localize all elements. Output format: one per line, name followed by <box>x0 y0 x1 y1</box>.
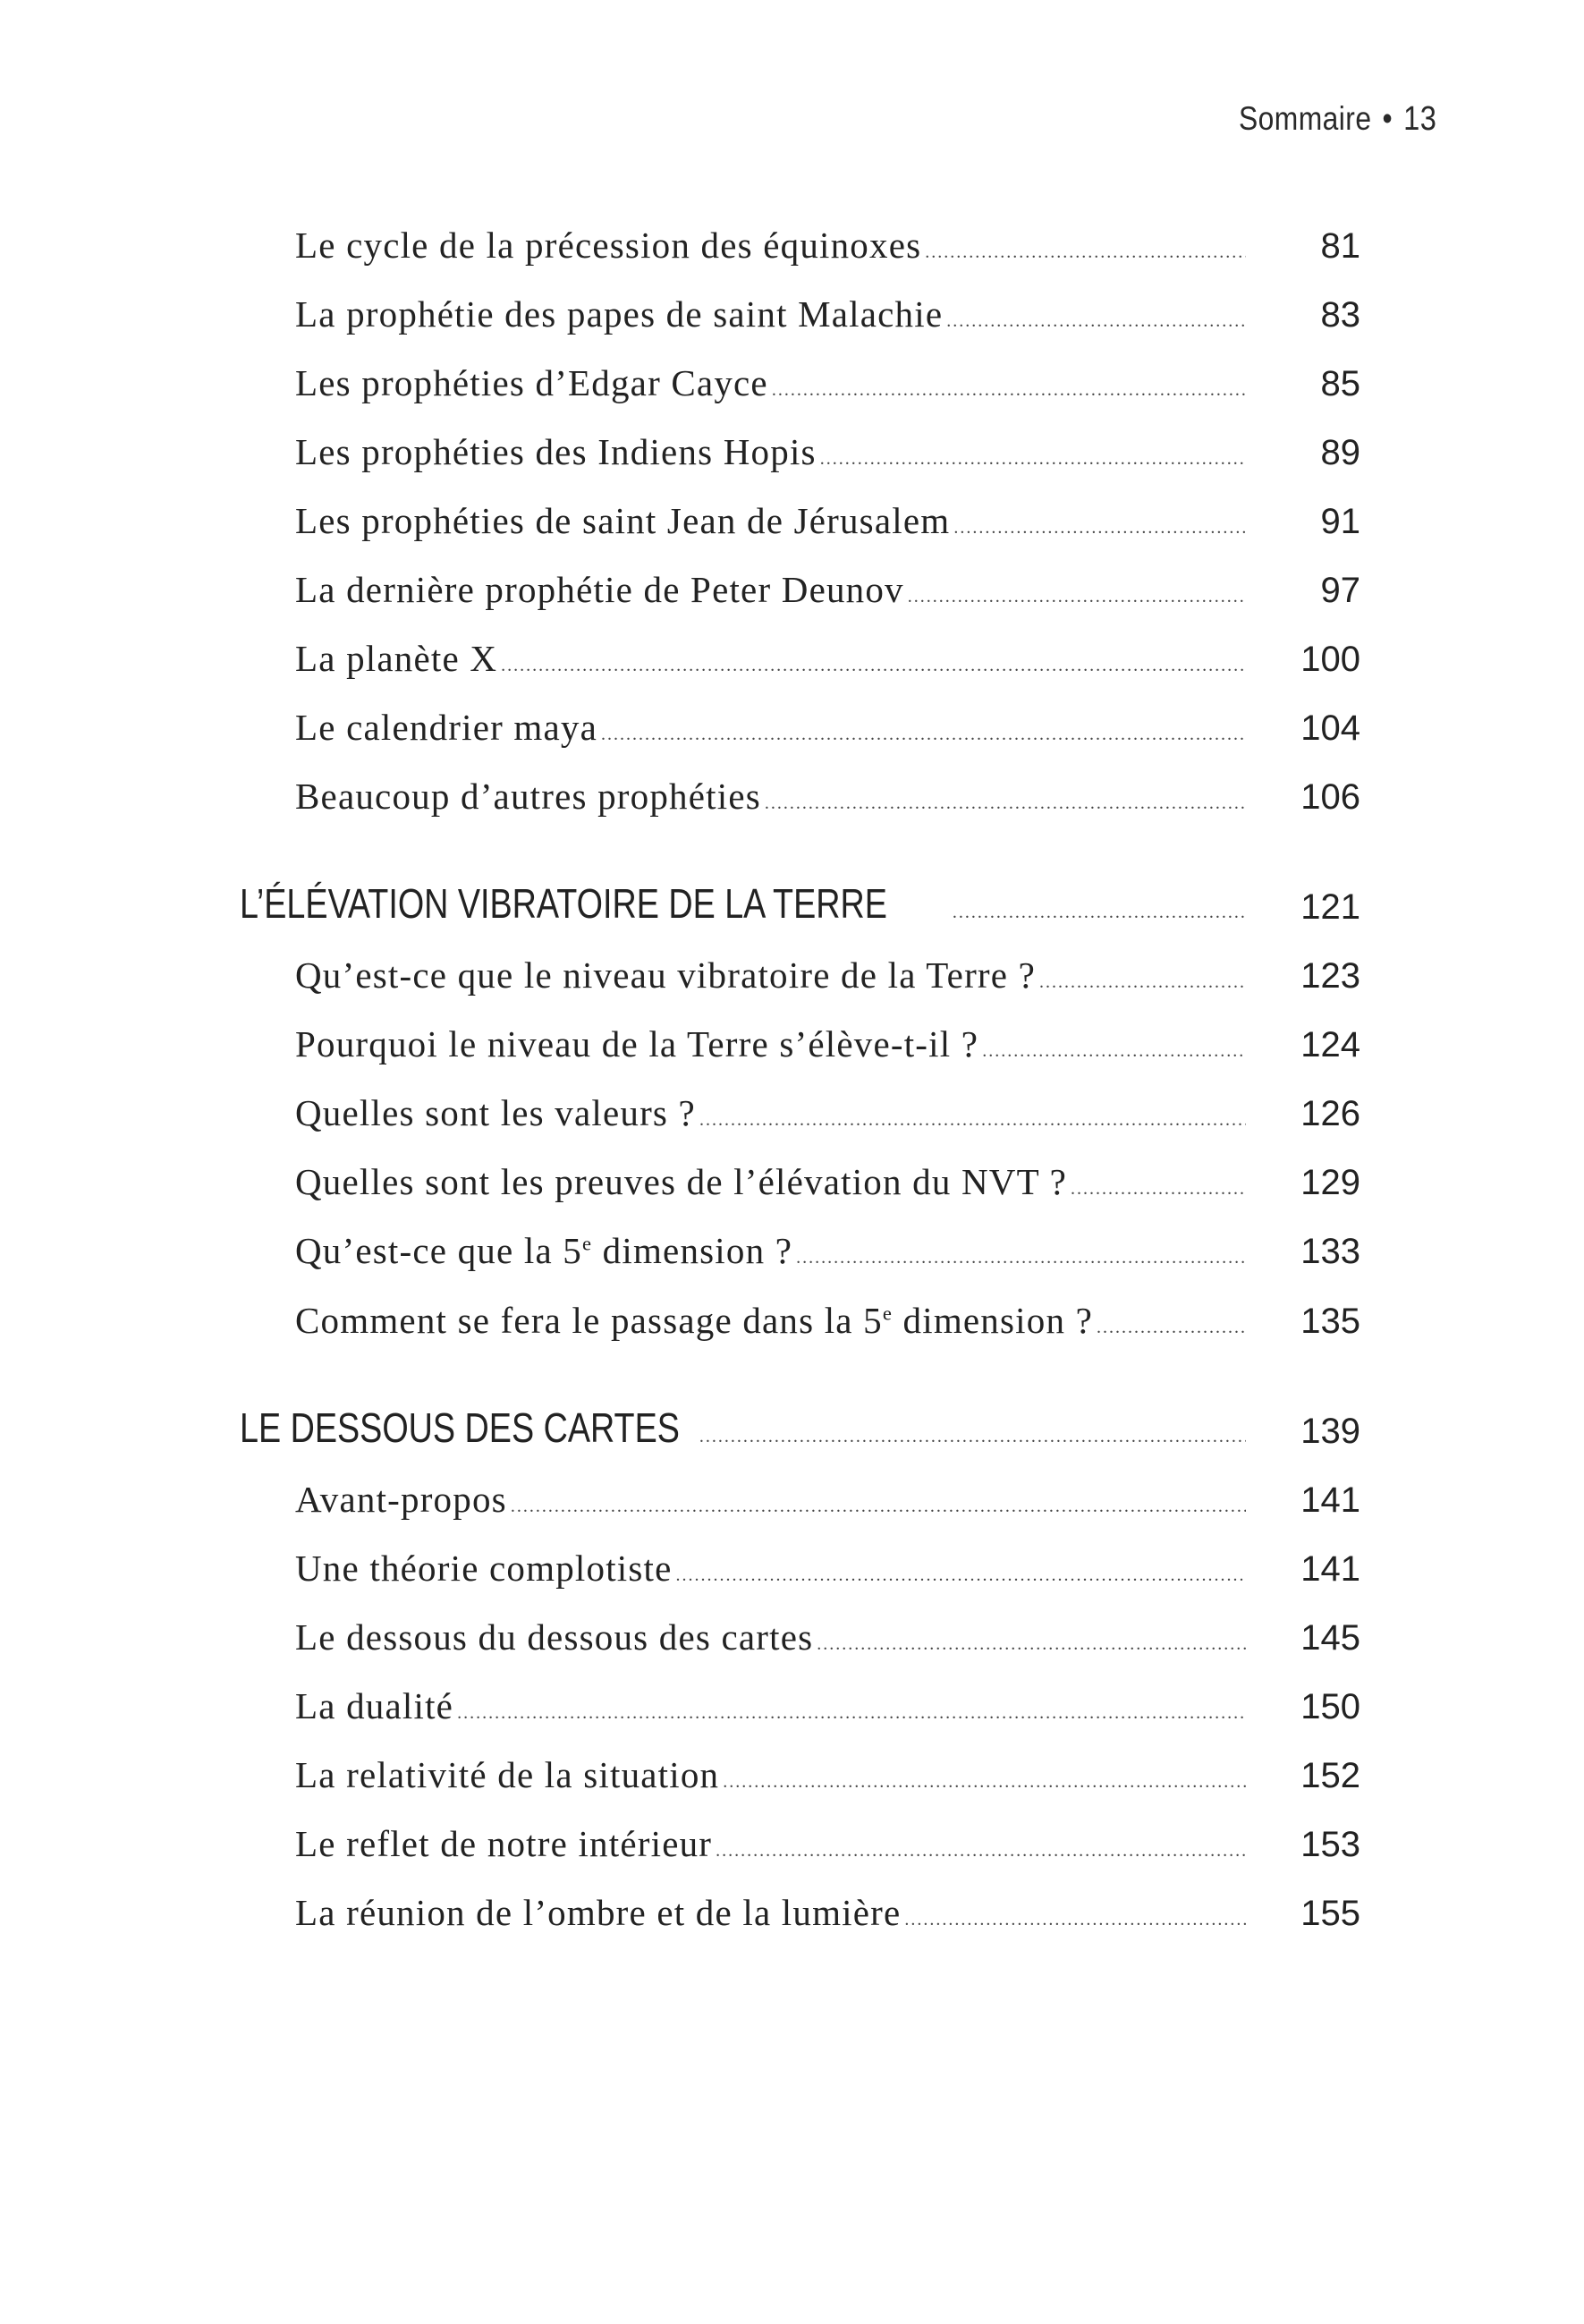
toc-entry[interactable] <box>0 955 1584 1009</box>
toc-entry-page: 81 <box>1320 226 1360 266</box>
toc-entry-page: 104 <box>1300 708 1360 748</box>
title-text: Qu’est-ce que la 5 <box>295 1230 582 1271</box>
toc-entry[interactable] <box>0 1755 1584 1809</box>
toc-entry[interactable] <box>0 363 1584 417</box>
toc-section-heading[interactable] <box>0 880 1584 940</box>
toc-entry-title: Le reflet de notre intérieur <box>295 1823 713 1864</box>
title-text: dimension ? <box>592 1230 793 1271</box>
toc-entry-title: La prophétie des papes de saint Malachie <box>295 293 944 335</box>
dot-leader <box>712 1841 1246 1862</box>
toc-entry-page: 145 <box>1300 1618 1360 1658</box>
dot-leader <box>978 1041 1246 1062</box>
toc-entry-page: 141 <box>1300 1480 1360 1520</box>
toc-entry-title: La réunion de l’ombre et de la lumière <box>295 1892 902 1933</box>
dot-leader <box>673 1565 1246 1586</box>
dot-leader <box>901 1910 1246 1930</box>
toc-entry-title: La dernière prophétie de Peter Deunov <box>295 569 904 610</box>
toc-entry[interactable] <box>0 501 1584 555</box>
toc-entry[interactable] <box>0 1893 1584 1947</box>
dot-leader <box>497 656 1246 676</box>
toc-section-heading[interactable] <box>0 1404 1584 1464</box>
dot-leader <box>817 449 1246 470</box>
header-page-number: 13 <box>1402 100 1436 138</box>
toc-entry-page: 153 <box>1300 1825 1360 1864</box>
toc-entry-title: Une théorie complotiste <box>295 1548 673 1589</box>
toc-entry-title: Quelles sont les valeurs ? <box>295 1092 696 1133</box>
superscript: e <box>882 1302 894 1325</box>
toc-section-page: 139 <box>1300 1412 1360 1451</box>
toc-entry-page: 126 <box>1300 1094 1360 1133</box>
toc-entry[interactable] <box>0 1548 1584 1602</box>
dot-leader <box>904 587 1246 607</box>
toc-entry-page: 89 <box>1320 433 1360 472</box>
header-bullet: • <box>1382 100 1393 137</box>
toc-entry-page: 123 <box>1300 956 1360 996</box>
toc-entry-title: Le dessous du dessous des cartes <box>295 1616 814 1658</box>
toc-entry[interactable] <box>0 1824 1584 1878</box>
toc-entry-page: 135 <box>1300 1302 1360 1341</box>
toc-entry-page: 106 <box>1300 777 1360 817</box>
toc-entry-page: 85 <box>1320 364 1360 403</box>
header-section-title: Sommaire <box>1238 100 1372 137</box>
dot-leader <box>768 380 1246 401</box>
toc-entry-title <box>295 1229 792 1272</box>
toc-entry-title: Beaucoup d’autres prophéties <box>295 776 761 817</box>
toc-entry-title: La planète X <box>295 638 498 679</box>
toc-entry-title: Les prophéties d’Edgar Cayce <box>295 362 768 403</box>
toc-entry-page: 155 <box>1300 1894 1360 1933</box>
toc-entry-page: 129 <box>1300 1163 1360 1202</box>
toc-entry-page: 100 <box>1300 640 1360 679</box>
toc-entry[interactable] <box>0 1231 1584 1285</box>
dot-leader <box>1067 1179 1246 1200</box>
dot-leader <box>949 903 1246 923</box>
toc-entry-title: Le cycle de la précession des équinoxes <box>295 225 922 266</box>
toc-entry[interactable] <box>0 1024 1584 1078</box>
superscript: e <box>582 1232 593 1255</box>
dot-leader <box>696 1427 1246 1447</box>
toc-section-title: LE DESSOUS DES CARTES <box>240 1404 680 1451</box>
toc-section-title: L’ÉLÉVATION VIBRATOIRE DE LA TERRE <box>240 880 887 927</box>
toc-entry[interactable] <box>0 1480 1584 1533</box>
toc-section-page: 121 <box>1300 887 1360 927</box>
toc-entry[interactable] <box>0 225 1584 279</box>
toc-entry[interactable] <box>0 708 1584 761</box>
toc-entry[interactable] <box>0 1686 1584 1740</box>
dot-leader <box>792 1248 1246 1268</box>
toc-entry-page: 124 <box>1300 1025 1360 1064</box>
toc-entry-page: 91 <box>1320 502 1360 541</box>
dot-leader <box>453 1703 1246 1724</box>
toc-entry-title: Le calendrier maya <box>295 707 598 748</box>
toc-entry-page: 97 <box>1320 571 1360 610</box>
toc-entry-page: 141 <box>1300 1549 1360 1589</box>
dot-leader <box>696 1110 1246 1131</box>
toc-entry[interactable] <box>0 1093 1584 1147</box>
dot-leader <box>950 518 1246 539</box>
toc-entry-page: 150 <box>1300 1687 1360 1726</box>
toc-entry-page: 152 <box>1300 1756 1360 1795</box>
toc-entry-title: Avant-propos <box>295 1479 507 1520</box>
toc-entry[interactable] <box>0 432 1584 486</box>
dot-leader <box>719 1772 1246 1793</box>
toc-entry-title: La dualité <box>295 1685 454 1726</box>
toc-entry[interactable] <box>0 776 1584 830</box>
toc-entry-page: 83 <box>1320 295 1360 335</box>
dot-leader <box>507 1497 1246 1517</box>
toc-entry[interactable] <box>0 1162 1584 1216</box>
dot-leader <box>1036 972 1246 993</box>
title-text: dimension ? <box>893 1300 1094 1341</box>
dot-leader <box>597 725 1246 745</box>
toc-entry-title: Pourquoi le niveau de la Terre s’élève-t-il ? <box>295 1023 979 1064</box>
toc-entry[interactable] <box>0 639 1584 692</box>
dot-leader <box>761 793 1246 814</box>
toc-entry-title: Qu’est-ce que le niveau vibratoire de la Terre ? <box>295 954 1037 996</box>
toc-entry[interactable] <box>0 294 1584 348</box>
toc-entry-title <box>295 1299 1093 1342</box>
toc-entry-page: 133 <box>1300 1232 1360 1271</box>
dot-leader <box>1093 1318 1246 1338</box>
toc-entry[interactable] <box>0 1617 1584 1671</box>
dot-leader <box>813 1634 1246 1655</box>
dot-leader <box>921 242 1246 263</box>
toc-entry-title: Les prophéties des Indiens Hopis <box>295 431 817 472</box>
toc-entry-title: La relativité de la situation <box>295 1754 720 1795</box>
toc-entry-title: Les prophéties de saint Jean de Jérusalem <box>295 500 951 541</box>
title-text: Comment se fera le passage dans la 5 <box>295 1300 883 1341</box>
dot-leader <box>943 311 1246 332</box>
toc-entry-title: Quelles sont les preuves de l’élévation du NVT ? <box>295 1161 1067 1202</box>
toc-entry[interactable] <box>0 570 1584 623</box>
toc-entry[interactable] <box>0 1301 1584 1354</box>
